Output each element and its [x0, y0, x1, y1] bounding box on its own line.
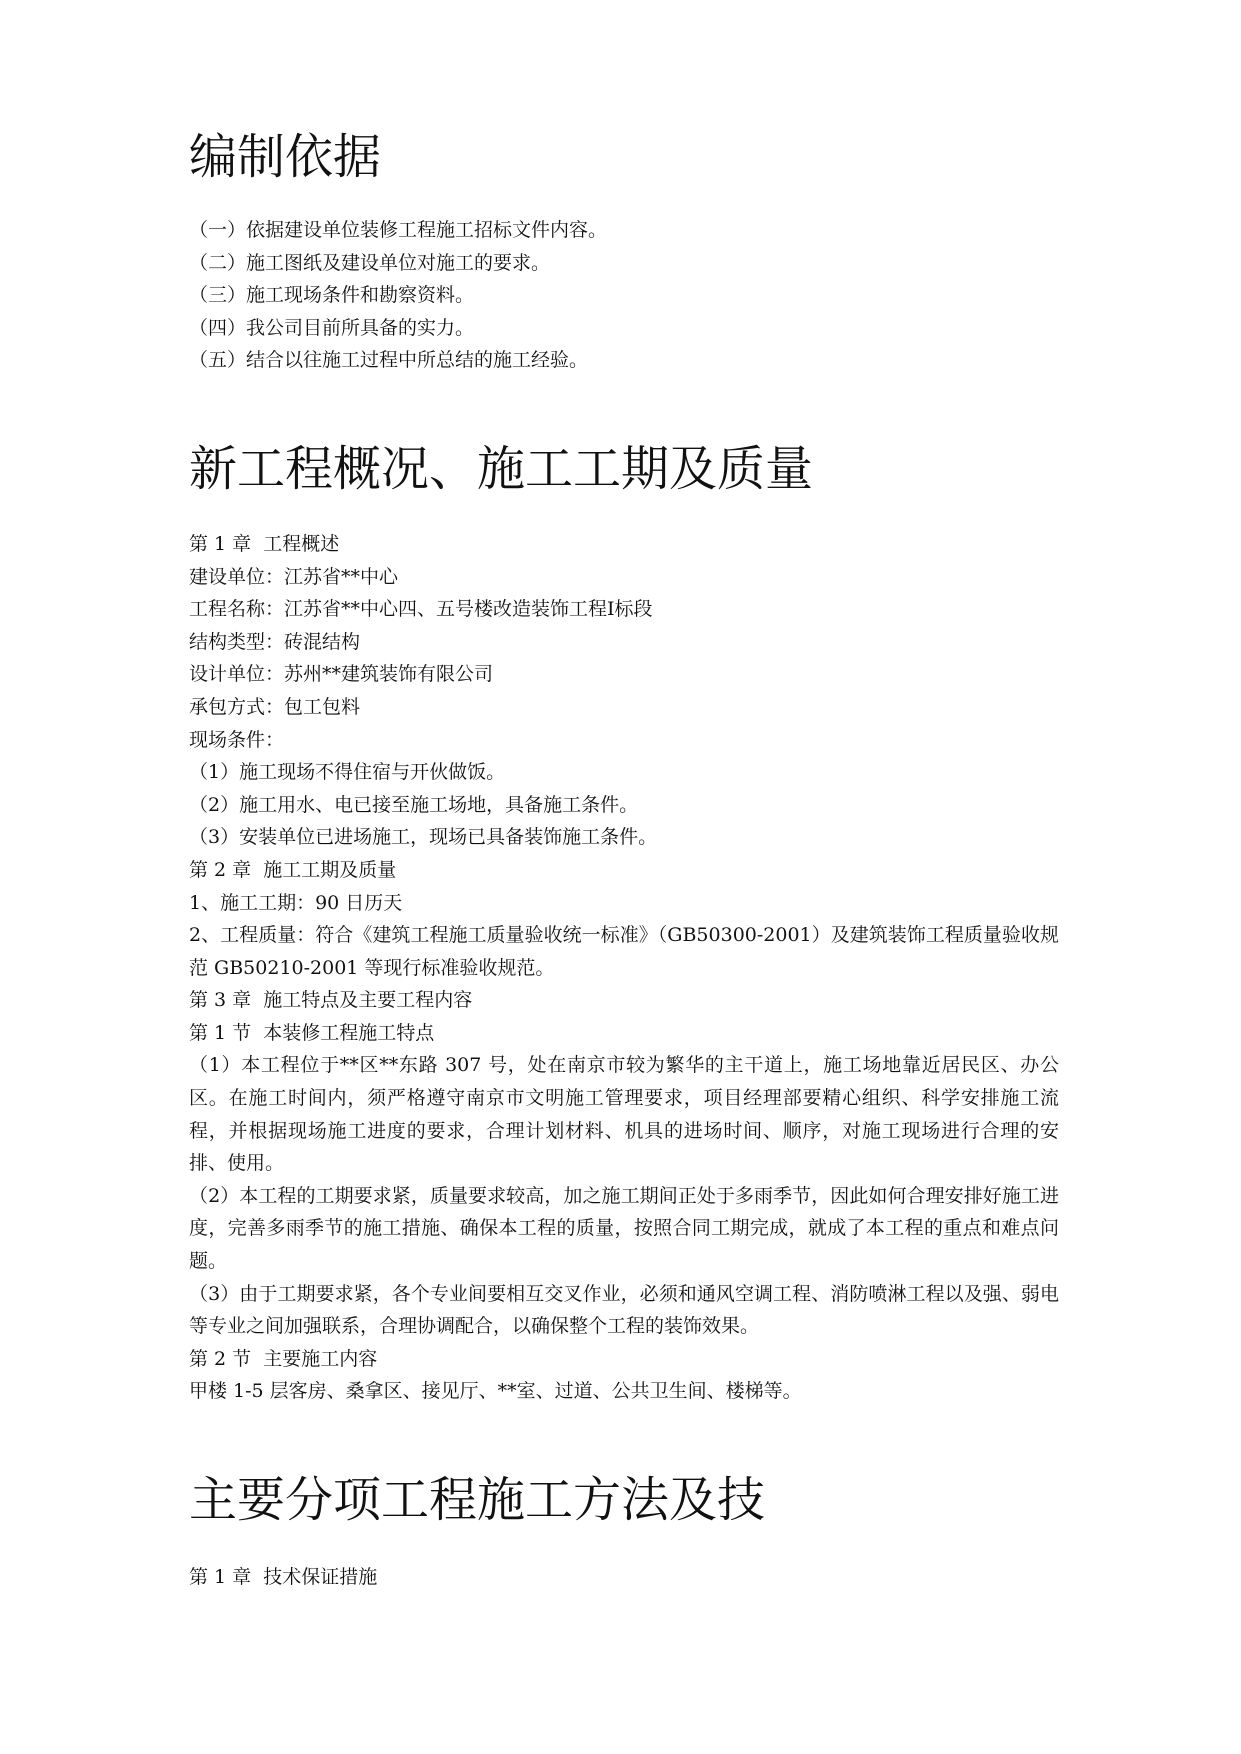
condition-item: （3）安装单位已进场施工，现场已具备装饰施工条件。 — [189, 826, 658, 849]
paragraph: （1）本工程位于**区**东路 307 号，处在南京市较为繁华的主干道上，施工场地靠近居民区、办公区。在施工时间内，须严格遵守南京市文明施工管理要求，项目经理部要精心组织、科学安排施工流程，并根据现场施工进度的要求，合理计划材料、机具的进场时间、顺序，对施工现场进行合理的安排、使用。 — [189, 1054, 1059, 1175]
basis-item: （三）施工现场条件和勘察资料。 — [189, 284, 475, 307]
info-line: 1、施工工期：90 日历天 — [189, 891, 403, 914]
info-line: 建设单位：江苏省**中心 — [189, 565, 399, 588]
info-line: 现场条件： — [189, 728, 285, 751]
document-page — [189, 0, 1059, 1594]
paragraph: 2、工程质量：符合《建筑工程施工质量验收统一标准》（GB50300-2001）及建筑装饰工程质量验收规范 GB50210-2001 等现行标准验收规范。 — [189, 924, 1059, 979]
basis-item: （四）我公司目前所具备的实力。 — [189, 316, 475, 339]
info-line: 甲楼 1-5 层客房、桑拿区、接见厅、**室、过道、公共卫生间、楼梯等。 — [189, 1380, 802, 1403]
section-heading-methods: 主要分项工程施工方法及技 — [189, 1472, 766, 1528]
chapter-heading: 第 3 章 施工特点及主要工程内容 — [189, 989, 473, 1012]
basis-list — [189, 214, 1059, 377]
basis-item: （二）施工图纸及建设单位对施工的要求。 — [189, 251, 551, 274]
condition-item: （2）施工用水、电已接至施工场地，具备施工条件。 — [189, 793, 639, 816]
overview-body — [189, 528, 1059, 1408]
paragraph: （2）本工程的工期要求紧，质量要求较高，加之施工期间正处于多雨季节，因此如何合理安排好施工进度，完善多雨季节的施工措施、确保本工程的质量，按照合同工期完成，就成了本工程的重点和难点问题。 — [189, 1184, 1059, 1273]
section-heading-basis: 编制依据 — [189, 129, 382, 185]
section-subheading: 第 2 节 主要施工内容 — [189, 1347, 378, 1370]
info-line: 设计单位：苏州**建筑装饰有限公司 — [189, 663, 494, 686]
basis-item: （五）结合以往施工过程中所总结的施工经验。 — [189, 349, 589, 372]
info-line: 结构类型：砖混结构 — [189, 630, 361, 653]
chapter-heading: 第 2 章 施工工期及质量 — [189, 858, 397, 881]
condition-item: （1）施工现场不得住宿与开伙做饭。 — [189, 761, 506, 784]
paragraph: （3）由于工期要求紧，各个专业间要相互交叉作业，必须和通风空调工程、消防喷淋工程以及强、弱电等专业之间加强联系，合理协调配合，以确保整个工程的装饰效果。 — [189, 1282, 1059, 1338]
section-heading-overview: 新工程概况、施工工期及质量 — [189, 440, 814, 497]
chapter-heading: 第 1 章 工程概述 — [189, 532, 340, 555]
basis-item: （一）依据建设单位装修工程施工招标文件内容。 — [189, 219, 608, 241]
section-subheading: 第 1 节 本装修工程施工特点 — [189, 1021, 435, 1044]
info-line: 工程名称：江苏省**中心四、五号楼改造装饰工程Ⅰ标段 — [189, 598, 653, 621]
methods-body — [189, 1561, 1059, 1594]
info-line: 承包方式：包工包料 — [189, 695, 361, 718]
chapter-heading: 第 1 章 技术保证措施 — [189, 1566, 378, 1588]
